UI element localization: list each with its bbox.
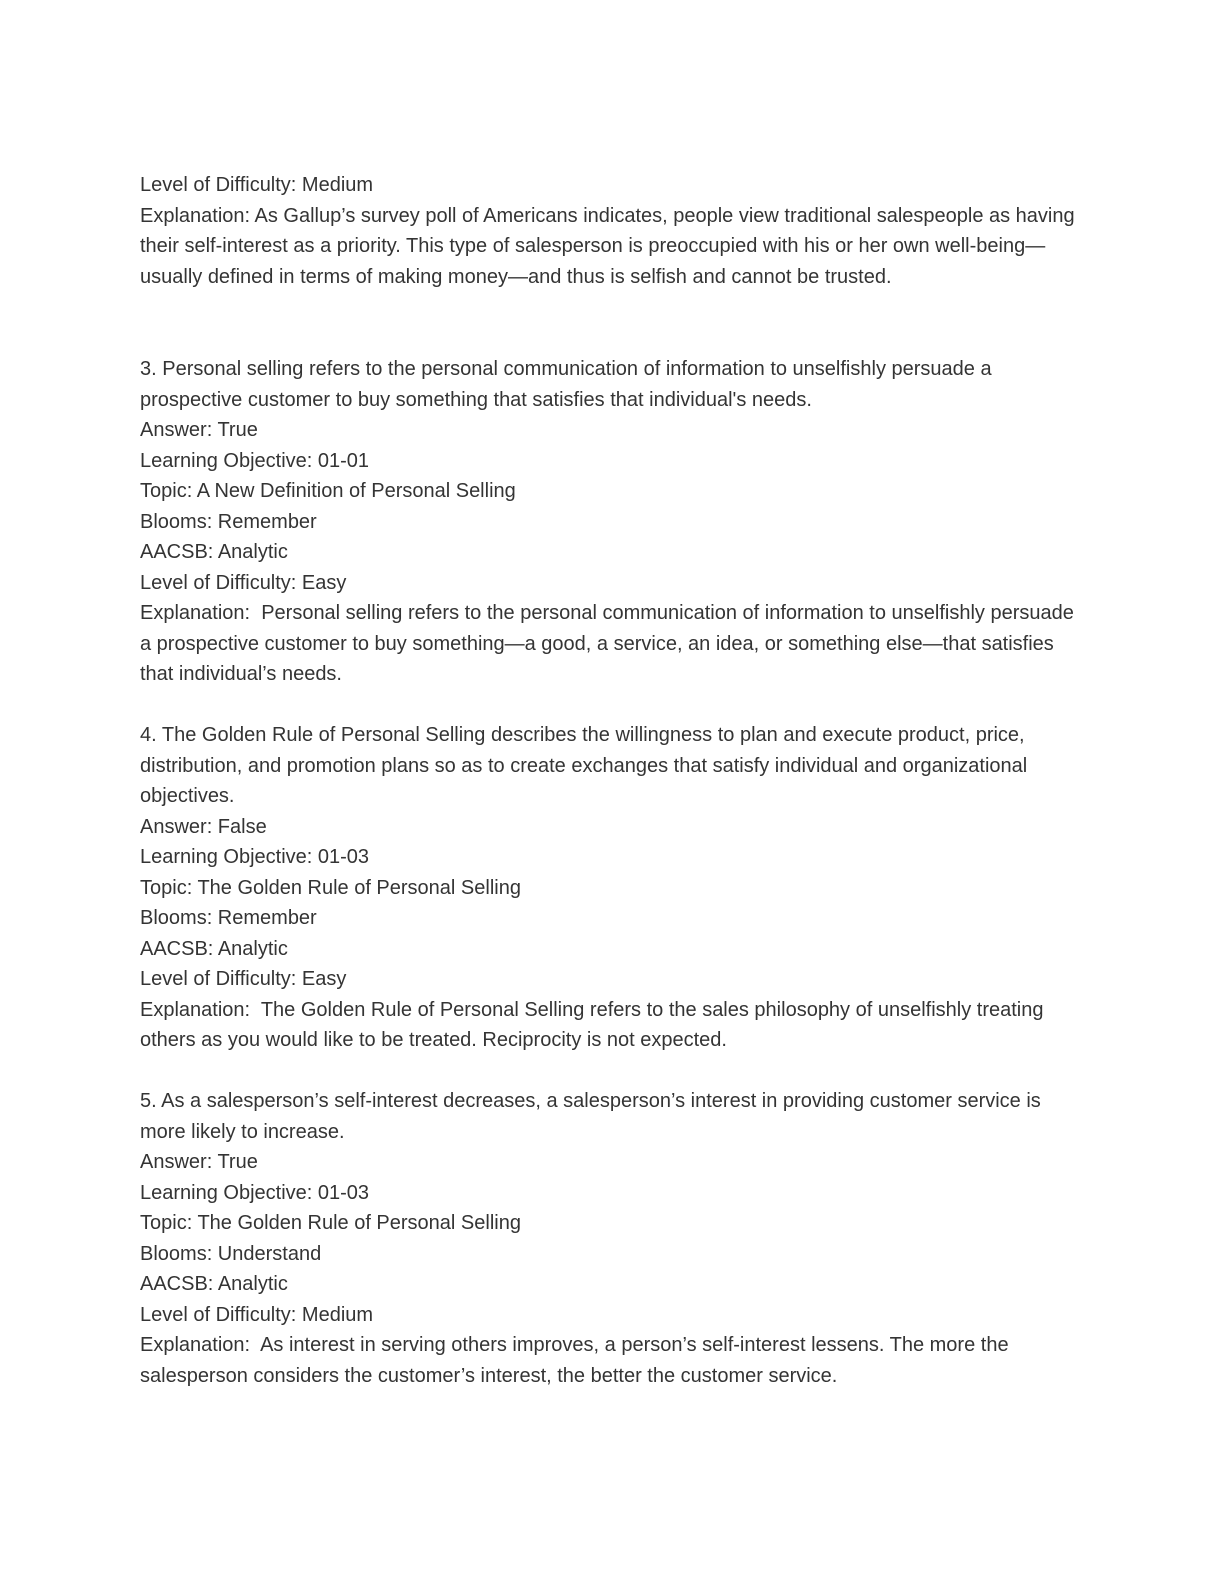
explanation-text: Explanation: As interest in serving others improves, a person’s self-interest lessens. The more the salesperson considers the customer’s interest, the better the customer service. [140,1334,1015,1387]
question-block-4 [140,720,1085,1056]
learning-objective-line: Learning Objective: 01-01 [140,449,370,472]
section-gap [140,690,1085,721]
topic-line: Topic: The Golden Rule of Personal Selling [140,876,521,899]
answer-line: Answer: True [140,419,258,441]
learning-objective-line: Learning Objective: 01-03 [140,1181,370,1204]
blooms-line: Blooms: Understand [140,1242,322,1265]
question-stem: 5. As a salesperson’s self-interest decreases, a salesperson’s interest in providing customer service is more likely to increase. [140,1090,1047,1143]
question-stem: 3. Personal selling refers to the personal communication of information to unselfishly persuade a prospective customer to buy something that satisfies that individual's needs. [140,358,998,411]
aacsb-line: AACSB: Analytic [140,1273,288,1295]
blooms-line: Blooms: Remember [140,510,317,533]
learning-objective-line: Learning Objective: 01-03 [140,846,370,868]
answer-line: Answer: True [140,1151,258,1173]
topic-line: Topic: A New Definition of Personal Selling [140,480,516,502]
explanation-text: Explanation: As Gallup’s survey poll of Americans indicates, people view traditional salespeople as having their self-interest as a priority. This type of salesperson is preoccupied with his or her own well-being—usually defined in terms of making money—and thus is selfish and cannot be trusted. [140,204,1081,288]
difficulty-line: Level of Difficulty: Easy [140,571,347,594]
leading-answer-block [140,170,1085,292]
explanation-text: Explanation: The Golden Rule of Personal Selling refers to the sales philosophy of unselfishly treating others as you would like to be treated. Reciprocity is not expected. [140,998,1050,1051]
explanation-text: Explanation: Personal selling refers to the personal communication of information to unselfishly persuade a prospective customer to buy something—a good, a service, an idea, or something else—that satisfies that individual’s needs. [140,602,1080,685]
difficulty-line: Level of Difficulty: Medium [140,1303,374,1326]
section-gap [140,292,1085,354]
topic-line: Topic: The Golden Rule of Personal Selling [140,1212,521,1234]
blooms-line: Blooms: Remember [140,907,317,929]
difficulty-line: Level of Difficulty: Medium [140,174,374,196]
section-gap [140,1056,1085,1087]
aacsb-line: AACSB: Analytic [140,541,288,563]
answer-line: Answer: False [140,815,267,838]
difficulty-line: Level of Difficulty: Easy [140,968,347,990]
question-stem: 4. The Golden Rule of Personal Selling describes the willingness to plan and execute product, price, distribution, and promotion plans so as to create exchanges that satisfy individual and organizational objectives. [140,724,1033,807]
question-block-5 [140,1086,1085,1391]
question-block-3 [140,354,1085,690]
aacsb-line: AACSB: Analytic [140,937,288,960]
